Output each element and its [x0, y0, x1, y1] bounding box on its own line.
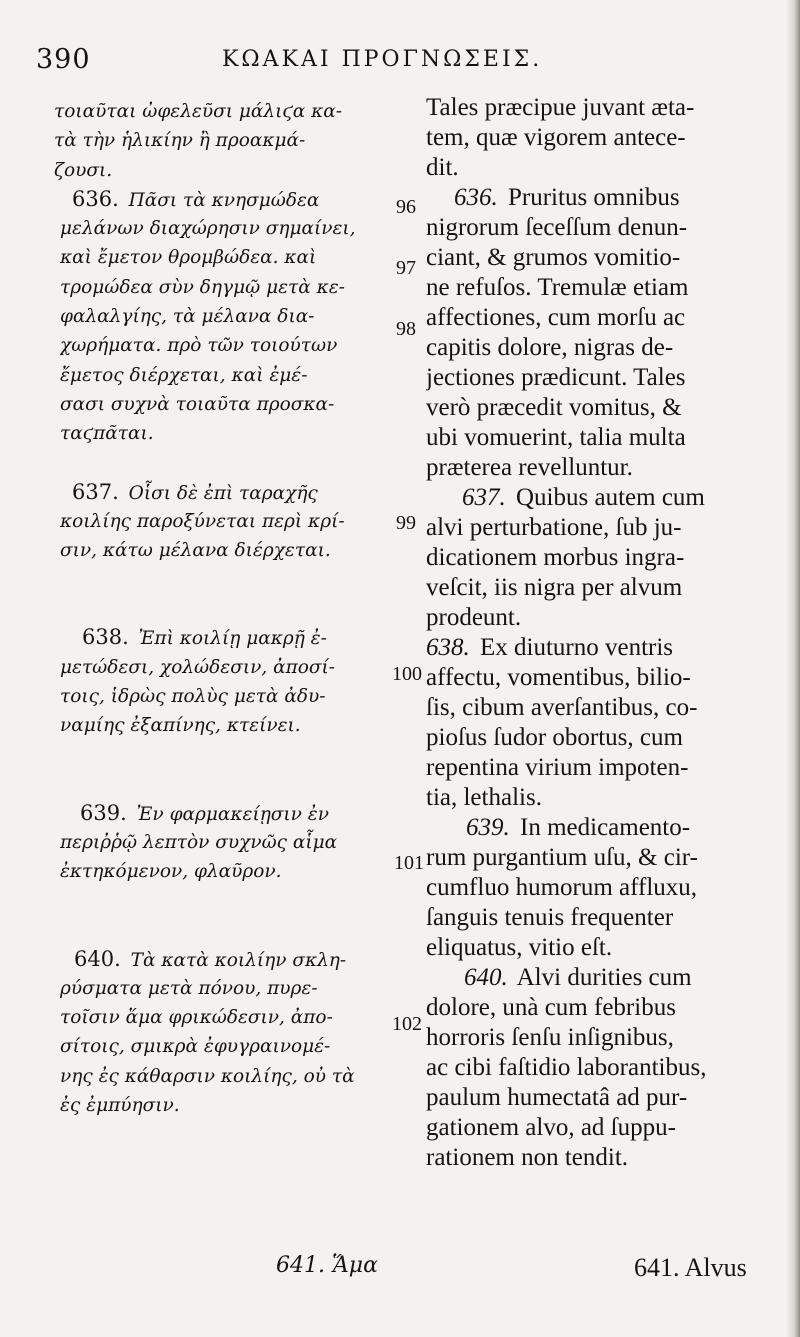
latin-aphorism-line: paulum humectatâ ad pur-: [426, 1084, 688, 1111]
latin-aphorism-number: 637.: [462, 484, 506, 511]
greek-aphorism-number: 640.: [74, 946, 121, 971]
margin-number: 98: [396, 318, 416, 340]
latin-aphorism-text: Pruritus omnibus: [508, 184, 680, 211]
latin-aphorism-line: præterea revelluntur.: [426, 454, 633, 481]
greek-aphorism-line: περιῤῥῷ λεπτὸν συχνῶς αἷμα: [60, 831, 338, 853]
latin-intro-line: Tales præcipue juvant æta-: [426, 94, 695, 121]
greek-intro-line: τοιαῦται ὠφελεῦσι μάλιϛα κα-: [54, 101, 342, 122]
greek-aphorism-line: μετώδεσι, χολώδεσιν, ἀποσί-: [60, 656, 336, 678]
greek-aphorism-text: Ἐν φαρμακείῃσιν ἐν: [136, 803, 329, 825]
greek-aphorism-line: φαλαλγίης, τὰ μέλανα δια-: [60, 306, 315, 328]
latin-aphorism-line: tia, lethalis.: [426, 784, 542, 811]
greek-aphorism-line: τρομώδεα σὺν δηγμῷ μετὰ κε-: [60, 276, 345, 298]
latin-intro-line: tem, quæ vigorem antece-: [426, 124, 686, 151]
greek-aphorism-number: 636.: [72, 186, 119, 211]
greek-aphorism-number: 639.: [80, 800, 127, 825]
greek-aphorism-line: ἐς ἐμπύησιν.: [60, 1095, 180, 1117]
greek-aphorism-text: Ἐπὶ κοιλίῃ μακρῇ ἐ-: [138, 628, 327, 650]
greek-aphorism-text: Οἷσι δὲ ἐπὶ ταραχῆς: [128, 482, 318, 504]
latin-aphorism-text: Quibus autem cum: [516, 484, 705, 511]
greek-aphorism-line: ρύσματα μετὰ πόνου, πυρε-: [60, 977, 318, 999]
latin-aphorism-line: ubi vomuerint, talia multa: [426, 424, 686, 451]
latin-aphorism-line: prodeunt.: [426, 604, 522, 631]
latin-aphorism-line: ciant, & grumos vomitio-: [426, 244, 681, 271]
latin-catchword: 641. Alvus: [634, 1253, 747, 1282]
greek-aphorism-line: χωρήματα. πρὸ τῶν τοιούτων: [60, 335, 338, 357]
latin-aphorism-line: pioſus ſudor obortus, cum: [426, 724, 683, 751]
greek-aphorism-line: κοιλίης παροξύνεται περὶ κρί-: [60, 510, 345, 532]
latin-aphorism-number: 638.: [426, 634, 470, 661]
greek-aphorism-line: νης ἐς κάθαρσιν κοιλίης, οὐ τὰ: [60, 1065, 355, 1087]
latin-aphorism-text: Ex diuturno ventris: [480, 634, 674, 661]
greek-aphorism-text: Τὰ κατὰ κοιλίην σκλη-: [130, 949, 347, 971]
margin-number: 99: [396, 512, 416, 534]
latin-aphorism-line: dicationem morbus ingra-: [426, 544, 685, 571]
latin-aphorism-line: ac cibi faſtidio laborantibus,: [426, 1054, 707, 1081]
latin-aphorism-number: 640.: [464, 964, 508, 991]
greek-aphorism-line: σίτοις, σμικρὰ ἐφυγραινομέ-: [60, 1036, 331, 1058]
page-number: 390: [36, 44, 91, 75]
latin-aphorism-line: repentina virium impoten-: [426, 754, 689, 781]
latin-intro-line: dit.: [426, 154, 459, 181]
greek-aphorism-line: σασι συχνὰ τοιαῦτα προσκα-: [60, 393, 335, 415]
greek-aphorism-line: τοῖσιν ἅμα φρικώδεσιν, ἀπο-: [60, 1007, 333, 1029]
greek-aphorism-line: τοις, ἱδρὼς πολὺς μετὰ ἀδυ-: [60, 686, 326, 708]
greek-aphorism-number: 637.: [72, 479, 119, 504]
latin-aphorism-line: affectiones, cum morſu ac: [426, 304, 686, 331]
greek-aphorism-line: ταϛπᾶται.: [60, 423, 154, 445]
latin-aphorism-line: capitis dolore, nigras de-: [426, 334, 674, 361]
greek-intro-line: ζουσι.: [54, 159, 113, 181]
latin-aphorism-line: rum purgantium uſu, & cir-: [426, 844, 698, 871]
latin-aphorism-line: rationem non tendit.: [426, 1144, 629, 1171]
latin-aphorism-line: ſis, cibum averſantibus, co-: [426, 694, 698, 721]
greek-aphorism-line: μελάνων διαχώρησιν σημαίνει,: [60, 218, 356, 240]
latin-aphorism-line: nigrorum ſeceſſum denun-: [426, 214, 688, 241]
latin-aphorism-line: ſanguis tenuis frequenter: [426, 904, 674, 931]
latin-aphorism-line: gationem alvo, ad ſuppu-: [426, 1114, 676, 1141]
margin-number: 96: [396, 196, 416, 218]
latin-aphorism-line: cumfluo humorum affluxu,: [426, 874, 698, 901]
latin-aphorism-line: ne refuſos. Tremulæ etiam: [426, 274, 689, 301]
latin-aphorism-line: alvi perturbatione, ſub ju-: [426, 514, 682, 541]
greek-intro-line: τὰ τὴν ἡλικίην ἢ προακμά-: [54, 130, 306, 152]
margin-number: 102: [392, 1013, 422, 1035]
latin-aphorism-number: 636.: [454, 184, 498, 211]
greek-aphorism-line: καὶ ἔμετον θρομβώδεα. καὶ: [60, 247, 317, 269]
greek-catchword: 641. Ἅμα: [276, 1253, 378, 1278]
latin-aphorism-line: horroris ſenſu inſignibus,: [426, 1024, 674, 1051]
latin-aphorism-text: In medicamento-: [520, 814, 691, 841]
running-title: ΚΩΑΚΑΙ ΠΡΟΓΝΩΣΕΙΣ.: [222, 47, 543, 72]
latin-aphorism-line: verò præcedit vomitus, &: [426, 394, 682, 421]
latin-aphorism-text: Alvi durities cum: [516, 964, 692, 991]
greek-aphorism-text: Πᾶσι τὰ κνησμώδεα: [128, 189, 320, 211]
margin-number: 101: [394, 852, 424, 874]
latin-aphorism-line: affectu, vomentibus, bilio-: [426, 664, 691, 691]
latin-aphorism-line: dolore, unà cum febribus: [426, 994, 676, 1021]
greek-aphorism-number: 638.: [82, 625, 129, 650]
margin-number: 100: [392, 663, 422, 685]
latin-aphorism-line: veſcit, iis nigra per alvum: [426, 574, 683, 601]
greek-aphorism-line: ἐκτηκόμενον, φλαῦρον.: [60, 861, 282, 883]
margin-number: 97: [396, 257, 416, 279]
greek-aphorism-line: ἔμετος διέρχεται, καὶ ἐμέ-: [60, 364, 308, 386]
greek-aphorism-line: ναμίης ἐξαπίνης, κτείνει.: [60, 715, 301, 737]
latin-aphorism-line: eliquatus, vitio eſt.: [426, 934, 613, 961]
latin-aphorism-number: 639.: [466, 814, 510, 841]
latin-aphorism-line: jectiones prædicunt. Tales: [426, 364, 686, 391]
greek-aphorism-line: σιν, κάτω μέλανα διέρχεται.: [60, 540, 331, 562]
